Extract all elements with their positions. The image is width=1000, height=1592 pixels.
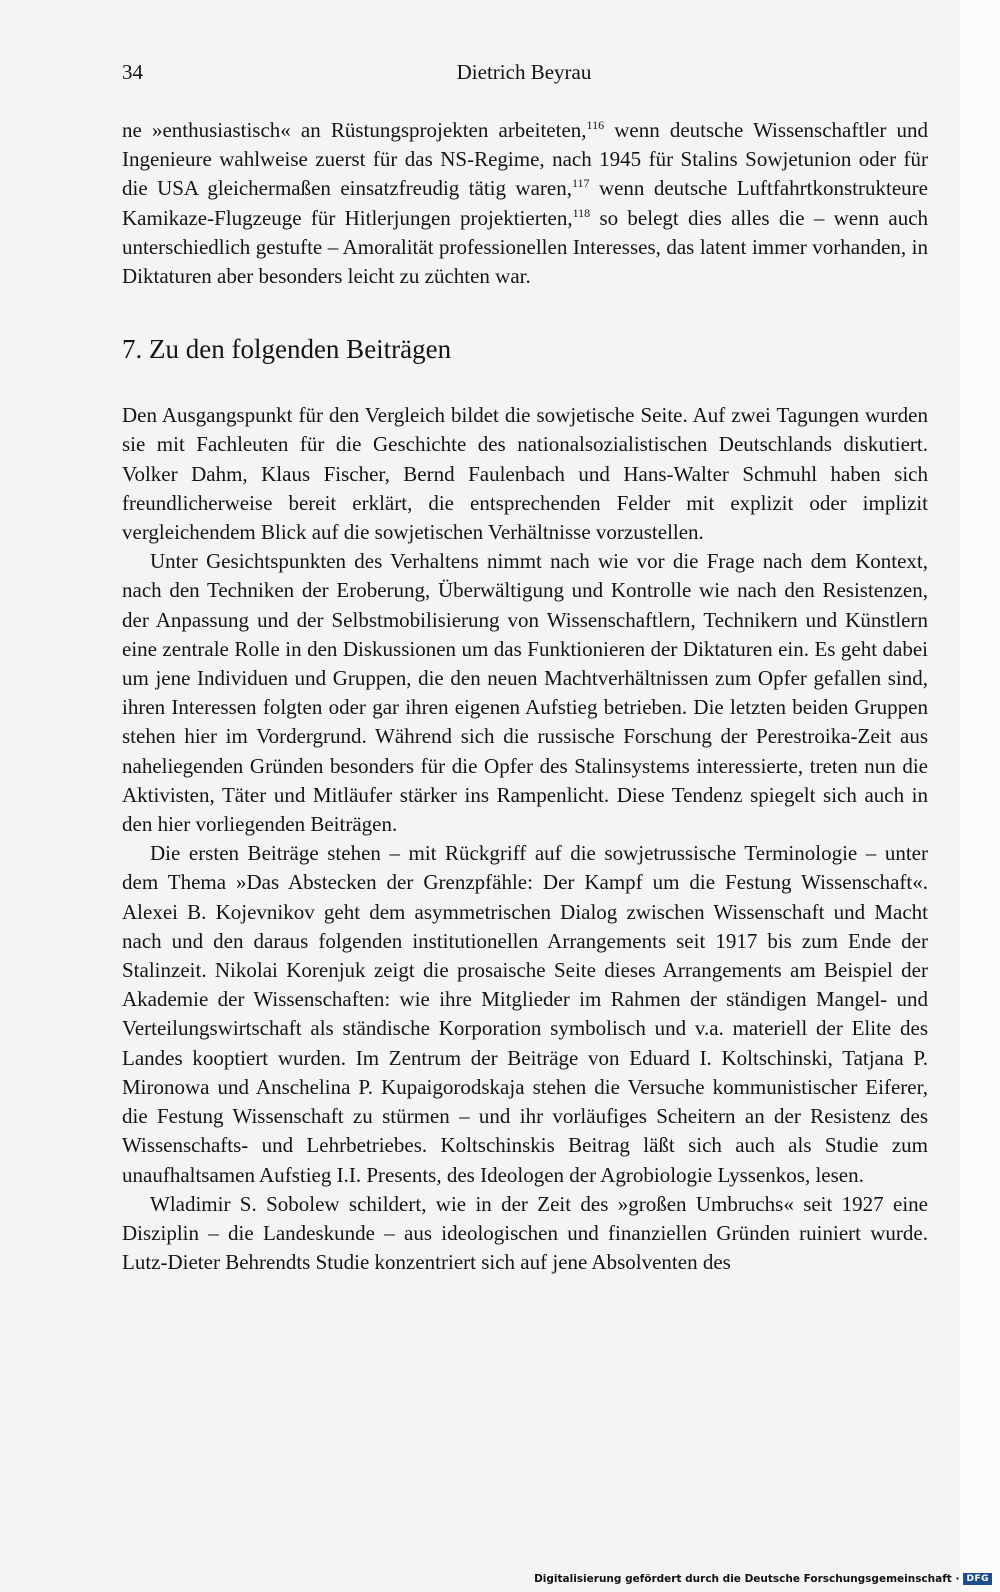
- section-heading: 7. Zu den folgenden Beiträgen: [122, 334, 452, 365]
- paragraph-1-text-b: wenn deutsche Wissenschaftler und Ingenieure wahlweise zuerst für das NS-Regime, nach 1945 für Stalins Sowjetunion oder für die USA gleichermaßen einsatzfreudig tätig waren,: [122, 118, 928, 201]
- paragraph-1: [122, 116, 928, 291]
- paragraph-4: Die ersten Beiträge stehen – mit Rückgriff auf die sowjetrussische Terminologie – unter dem Thema »Das Abstecken der Grenzpfähle: Der Kampf um die Festung Wissenschaft«. Alexei B. Kojevnikov geht dem asymmetrischen Dialog zwischen Wissenschaft und Macht nach und den daraus folgenden institutionellen Arrangements seit 1917 bis zum Ende der Stalinzeit. Nikolai Korenjuk zeigt die prosaische Seite dieses Arrangements am Beispiel der Akademie der Wissenschaften: wie ihre Mitglieder im Rahmen der ständigen Mangel- und Verteilungswirtschaft als ständische Korporation symbolisch und v.a. materiell der Elite des Landes kooptiert wurden. Im Zentrum der Beiträge von Eduard I. Koltschinski, Tatjana P. Mironowa und Anschelina P. Kupaigorodskaja stehen die Versuche kommunistischer Eiferer, die Festung Wissenschaft zu stürmen – und ihr vorläufiges Scheitern an der Resistenz des Wissenschafts- und Lehrbetriebes. Koltschinskis Beitrag läßt sich auch als Studie zum unaufhaltsamen Aufstieg I.I. Presents, des Ideologen der Agrobiologie Lyssenkos, lesen.: [122, 841, 928, 1187]
- paragraph-1-text-a: ne »enthusiastisch« an Rüstungsprojekten arbeiteten,: [122, 118, 587, 142]
- footnote-ref-117: 117: [571, 176, 590, 191]
- paragraph-3: Unter Gesichtspunkten des Verhaltens nimmt nach wie vor die Frage nach dem Kontext, nach den Techniken der Eroberung, Überwältigung und Kontrolle wie nach den Resistenzen, der Anpassung und der Selbstmobilisierung von Wissenschaftlern, Technikern und Künstlern eine zentrale Rolle in den Diskussionen um das Funktionieren der Diktaturen ein. Es geht dabei um jene Individuen und Gruppen, die den neuen Machtverhältnissen zum Opfer gefallen sind, ihren Interessen folgten oder gar ihren eigenen Aufstieg betrieben. Die letzten beiden Gruppen stehen hier im Vordergrund. Während sich die russische Forschung der Perestroika-Zeit aus naheliegenden Gründen besonders für die Opfer des Stalinsystems interessierte, treten nun die Aktivisten, Täter und Mitläufer stärker ins Rampenlicht. Diese Tendenz spiegelt sich auch in den hier vorliegenden Beiträgen.: [122, 549, 928, 837]
- footnote-ref-118: 118: [572, 205, 591, 220]
- footer-text: Digitalisierung gefördert durch die Deutsche Forschungsgemeinschaft ·: [534, 1573, 960, 1585]
- paragraph-1-text-c: wenn deutsche Luftfahrtkonstrukteure Kamikaze-Flugzeuge für Hitlerjungen projektierten,: [122, 176, 928, 230]
- paragraph-2: Den Ausgangspunkt für den Vergleich bildet die sowjetische Seite. Auf zwei Tagungen wurden sie mit Fachleuten für die Geschichte des nationalsozialistischen Deutschlands diskutiert. Volker Dahm, Klaus Fischer, Bernd Faulenbach und Hans-Walter Schmuhl haben sich freundlicherweise bereit erklärt, die entsprechenden Felder mit explizit oder implizit vergleichendem Blick auf die sowjetischen Verhältnisse vorzustellen.: [122, 403, 928, 545]
- paragraph-5: Wladimir S. Sobolew schildert, wie in der Zeit des »großen Umbruchs« seit 1927 eine Disziplin – die Landeskunde – aus ideologischen und finanziellen Gründen ruiniert wurde. Lutz-Dieter Behrendts Studie konzentriert sich auf jene Absolventen des: [122, 1191, 928, 1275]
- dfg-logo: DFG: [963, 1573, 992, 1585]
- footnote-ref-116: 116: [586, 118, 605, 132]
- page-edge: [960, 0, 1000, 1592]
- digitization-footer: [534, 1569, 992, 1589]
- page-header: [122, 60, 926, 90]
- page-body: [122, 116, 928, 1277]
- running-head: Dietrich Beyrau: [456, 60, 592, 84]
- paragraph-1-text-d: so belegt dies alles die – wenn auch unterschiedlich gestufte – Amoralität professionellen Interesses, das latent immer vorhanden, in Diktaturen aber besonders leicht zu züchten war.: [122, 205, 929, 289]
- page-number: 34: [122, 60, 143, 84]
